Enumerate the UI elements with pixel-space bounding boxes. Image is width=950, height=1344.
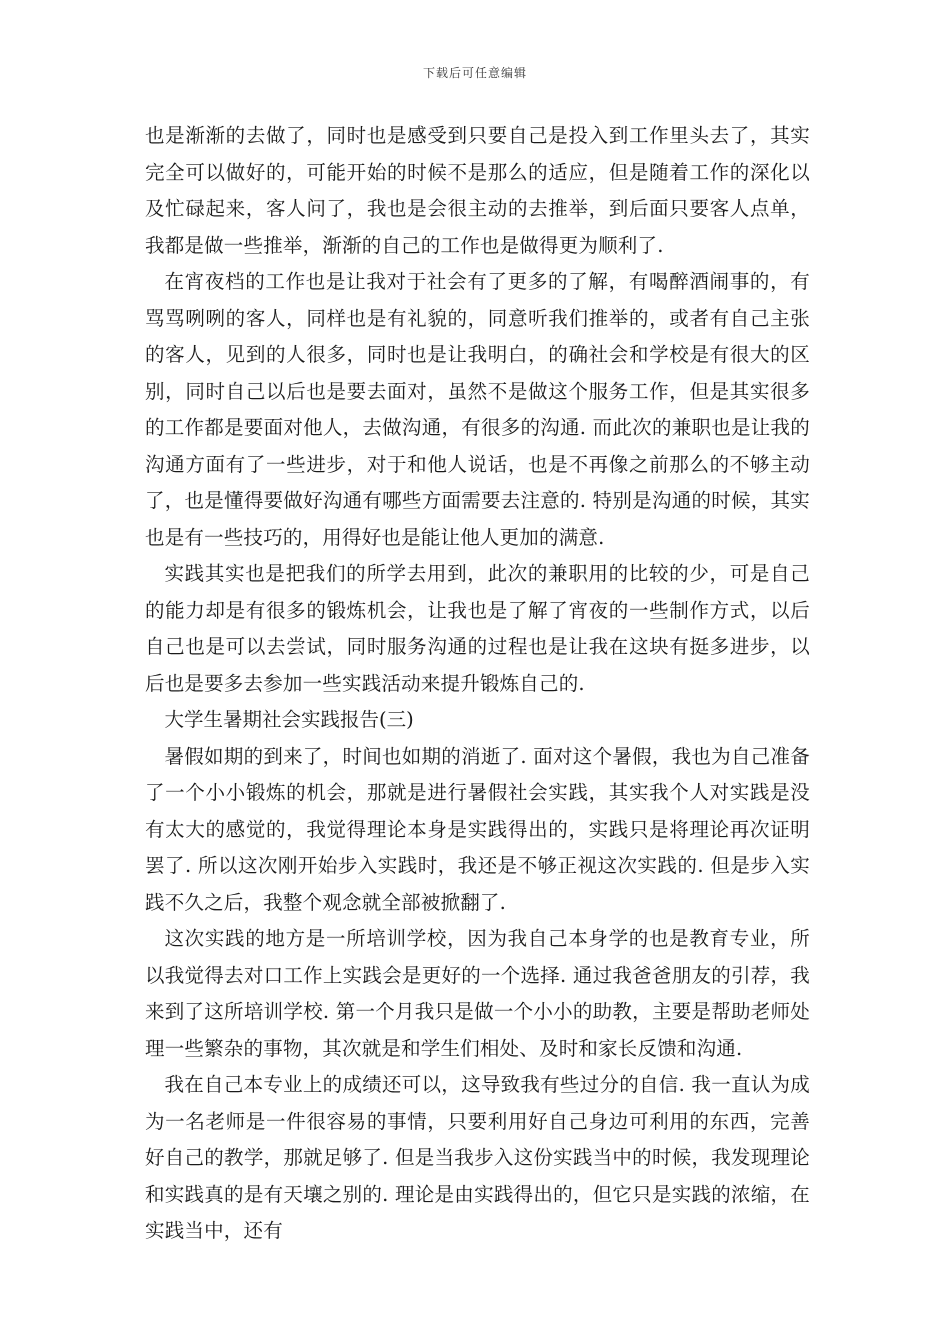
paragraph: 实践其实也是把我们的所学去用到，此次的兼职用的比较的少，可是自己的能力却是有很多的锻炼机会，让我也是了解了宵夜的一些制作方式，以后自己也是可以去尝试，同时服务沟通的过程也是让我在这块有挺多进步，以后也是要多去参加一些实践活动来提升锻炼自己的. xyxy=(145,562,810,695)
paragraph: 在宵夜档的工作也是让我对于社会有了更多的了解，有喝醉酒闹事的，有骂骂咧咧的客人，同样也是有礼貌的，同意听我们推举的，或者有自己主张的客人，见到的人很多，同时也是让我明白，的确社会和学校是有很大的区别，同时自己以后也是要去面对，虽然不是做这个服务工作，但是其实很多的工作都是要面对他人，去做沟通，有很多的沟通. 而此次的兼职也是让我的沟通方面有了一些进步，对于和他人说话，也是不再像之前那么的不够主动了，也是懂得要做好沟通有哪些方面需要去注意的. 特别是沟通的时候，其实也是有一些技巧的，用得好也是能让他人更加的满意. xyxy=(145,270,810,549)
document-body xyxy=(145,118,810,1250)
paragraph-continued: 也是渐渐的去做了，同时也是感受到只要自己是投入到工作里头去了，其实完全可以做好的，可能开始的时候不是那么的适应，但是随着工作的深化以及忙碌起来，客人问了，我也是会很主动的去推举，到后面只要客人点单，我都是做一些推举，渐渐的自己的工作也是做得更为顺利了. xyxy=(145,124,810,257)
paragraph: 这次实践的地方是一所培训学校，因为我自己本身学的也是教育专业，所以我觉得去对口工作上实践会是更好的一个选择. 通过我爸爸朋友的引荐，我来到了这所培训学校. 第一个月我只是做一个小小的助教，主要是帮助老师处理一些繁杂的事物，其次就是和学生们相处、及时和家长反馈和沟通. xyxy=(145,927,810,1060)
paragraph: 我在自己本专业上的成绩还可以，这导致我有些过分的自信. 我一直认为成为一名老师是一件很容易的事情，只要利用好自己身边可利用的东西，完善好自己的教学，那就足够了. 但是当我步入这份实践当中的时候，我发现理论和实践真的是有天壤之别的. 理论是由实践得出的，但它只是实践的浓缩，在实践当中，还有 xyxy=(145,1073,810,1242)
page-header: 下载后可任意编辑 xyxy=(422,66,527,80)
paragraph: 暑假如期的到来了，时间也如期的消逝了. 面对这个暑假，我也为自己准备了一个小小锻炼的机会，那就是进行暑假社会实践，其实我个人对实践是没有太大的感觉的，我觉得理论本身是实践得出的，实践只是将理论再次证明罢了. 所以这次刚开始步入实践时，我还是不够正视这次实践的. 但是步入实践不久之后，我整个观念就全部被掀翻了. xyxy=(145,744,810,914)
section-heading: 大学生暑期社会实践报告(三) xyxy=(164,708,414,731)
